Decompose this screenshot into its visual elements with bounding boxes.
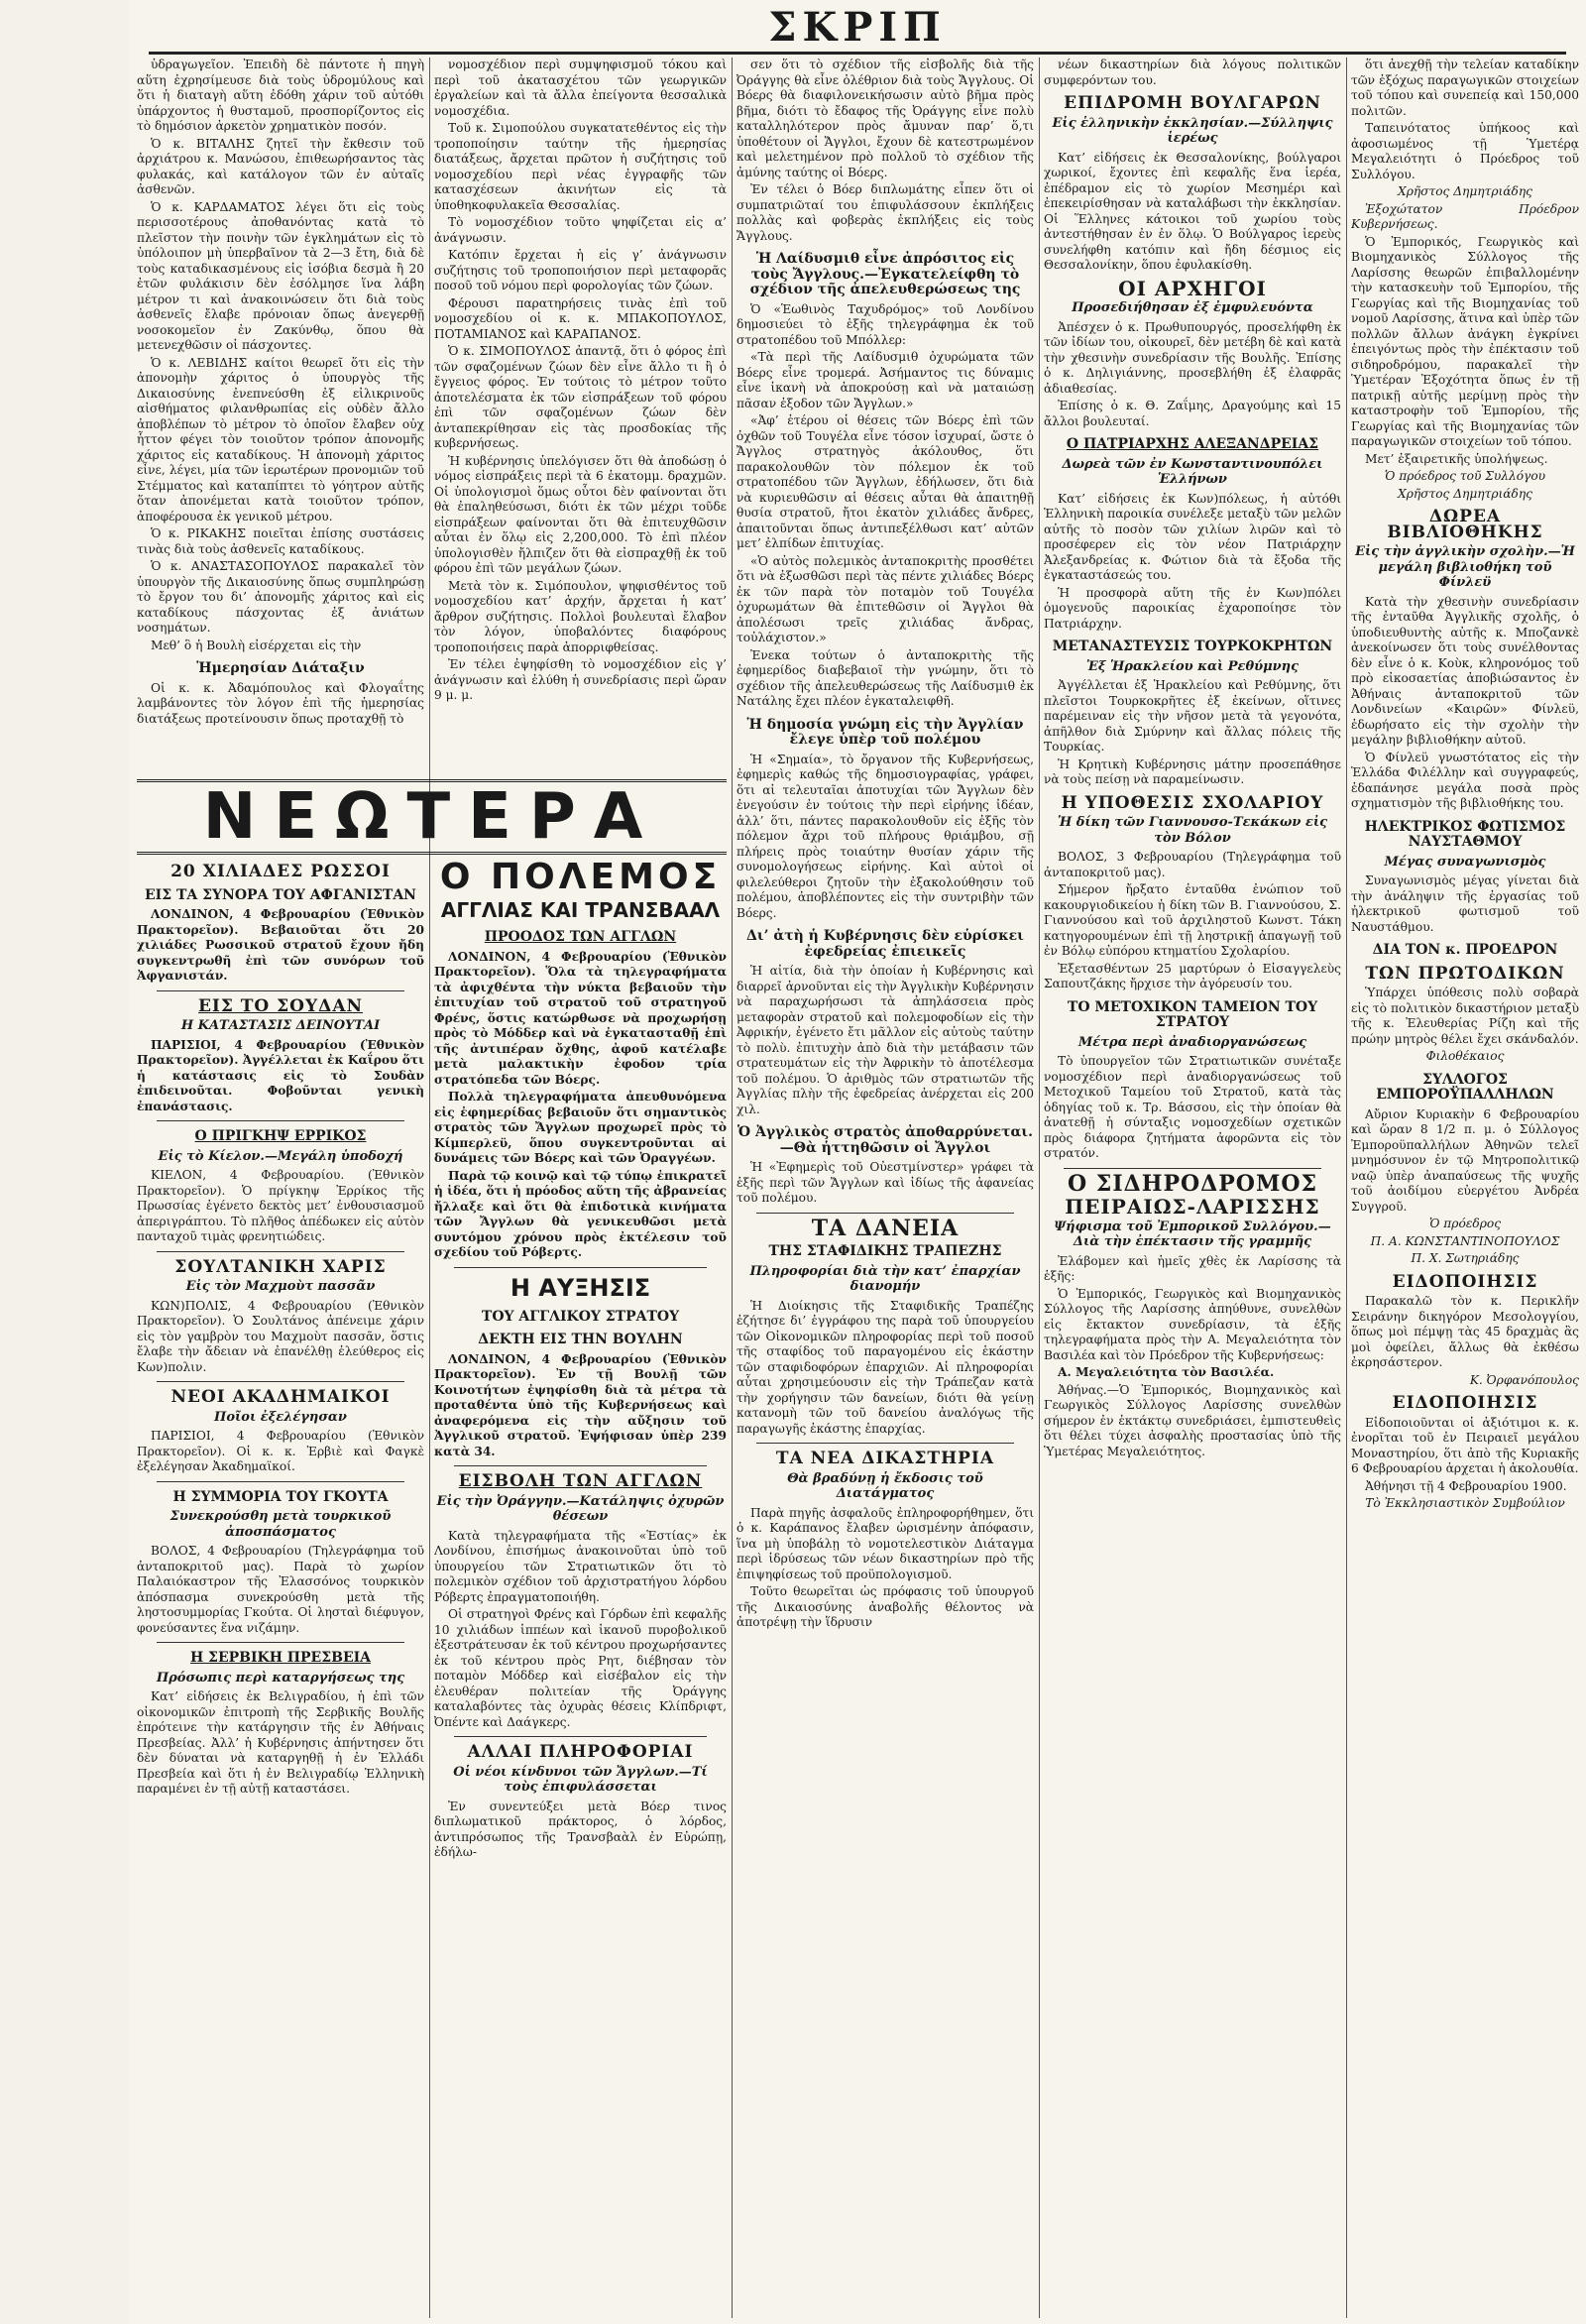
paragraph: Ἐξοχώτατον Πρόεδρον Κυβερνήσεως. (1351, 201, 1579, 231)
divider (454, 1736, 707, 1737)
paragraph: Ὁ κ. ΡΙΚΑΚΗΣ ποιεῖται ἐπίσης συστάσεις τινὰς διὰ τοὺς ἀσθενεῖς καταδίκους. (137, 526, 424, 556)
paragraph: Ἐλάβομεν καὶ ἡμεῖς χθὲς ἐκ Λαρίσσης τὰ ἑξῆς: (1044, 1253, 1341, 1283)
signature: Φιλοθέκαιος (1425, 1049, 1505, 1063)
neotera-right-column (434, 857, 727, 2304)
paragraph: Οἱ στρατηγοὶ Φρένς καὶ Γόρδων ἐπὶ κεφαλῆς 10 χιλιάδων ἱππέων καὶ ἱκανοῦ πυροβολικοῦ ἐξεστράτευσαν ἐκ τοῦ κέντρου προχωρήσαντες ἐκ τοῦ κέντρου πρὸς Ρητ, διέβησαν τὸν ποταμὸν Μόδδερ καὶ εἰσέβαλον εἰς τὴν ἐλευθέραν πολιτείαν τῆς Ὀράγγης καταλαβόντες τὰς ὀχυρὰς θέσεις Κλίπδριφτ, Ὀπέντε καὶ Δαάγκερς. (434, 1607, 727, 1729)
paragraph: ΠΑΡΙΣΙΟΙ, 4 Φεβρουαρίου (Ἐθνικὸν Πρακτορεῖον). Ἀγγέλλεται ἐκ Καΐρου ὅτι ἡ κατάστασις εἰς τὸ Σουδὰν ἐπιδεινοῦται. Φοβοῦνται γενικὴ ἐπανάστασις. (137, 1037, 424, 1113)
paragraph: Ἡ «Ἐφημερὶς τοῦ Οὐεστμίνστερ» γράφει τὰ ἑξῆς περὶ τῶν Ἄγγλων καὶ ἰδίως τῆς ἀφανείας τοῦ πολέμου. (736, 1160, 1034, 1205)
subheadline: Οἱ νέοι κίνδυνοι τῶν Ἄγγλων.—Τί τοὺς ἐπιφυλάσσεται (453, 1764, 708, 1795)
headline: Δι’ ἀτὴ ἡ Κυβέρνησις δὲν εὑρίσκει ἐφεδρείας ἐπιεικεῖς (746, 928, 1024, 960)
signature: Κ. Ὀρφανόπουλος (1469, 1372, 1579, 1387)
headline: ΕΠΙΔΡΟΜΗ ΒΟΥΛΓΑΡΩΝ (1064, 93, 1321, 113)
subheadline: Ψήφισμα τοῦ Ἐμπορικοῦ Συλλόγου.—Διὰ τὴν ἐπέκτασιν τῆς γραμμῆς (1054, 1219, 1331, 1249)
newspaper-page (129, 0, 1586, 2324)
column-separator (1346, 58, 1347, 2318)
paragraph: Ἡ προσφορὰ αὕτη τῆς ἐν Κων)πόλει ὁμογενοῦς παροικίας ἐχαροποίησε τὸν Πατριάρχην. (1044, 585, 1341, 631)
paragraph: ΒΟΛΟΣ, 4 Φεβρουαρίου (Τηλεγράφημα τοῦ ἀνταποκριτοῦ μας). Παρὰ τὸ χωρίον Παλαιόκαστρον τῆς Ἐλασσόνος τουρκικὸν ἀπόσπασμα συνεκρούσθη μετὰ τῆς ληστοσυμμορίας Γκούτα. Οἱ λησταὶ διέφυγον, φονεύσαντες ἕνα νιζάμην. (137, 1544, 424, 1635)
headline: ΠΕΙΡΑΙΩΣ-ΛΑΡΙΣΣΗΣ (1065, 1195, 1320, 1219)
paragraph: νομοσχέδιον περὶ συμψηφισμοῦ τόκου καὶ περὶ τοῦ ἀκατασχέτου τῶν γεωργικῶν ἐργαλείων καὶ τὰ ἄλλα ἐπείγοντα θεσσαλικὰ νομοσχέδια. (434, 58, 727, 118)
paragraph: Κατ’ εἰδήσεις ἐκ Θεσσαλονίκης, βούλγαροι χωρικοί, ἔχοντες ἐπὶ κεφαλῆς ἕνα ἱερέα, ἐπέδραμον εἰς τὸ χωρίον Μεσημέρι καὶ ἐπεκειρίσθησαν νὰ καταλάβωσι τὴν ἐκκλησίαν. Οἱ Ἕλληνες κάτοικοι τοῦ χωρίου τοὺς ἀντεστήθησαν ἐν ἐν ὅλῳ. Ὁ Βούλγαρος ἱερεὺς συνελήφθη κατόπιν καὶ ἤδη δέσμιος εἰς Θεσσαλονίκην, ὅπου ἐφυλακίσθη. (1044, 150, 1341, 272)
paragraph: Κατὰ τηλεγραφήματα τῆς «Ἑστίας» ἐκ Λονδίνου, ἐπισήμως ἀνακοινοῦται ὑπὸ τοῦ ὑπουργείου τῶν Στρατιωτικῶν ὅτι τὸ πολεμικὸν σχέδιον τοῦ ἀρχιστρατήγου λόρδου Ρόβερτς ἐπραγματοποιήθη. (434, 1528, 727, 1604)
paragraph: Κατ’ εἰδήσεις ἐκ Κων)πόλεως, ἡ αὐτόθι Ἑλληνικὴ παροικία συνέλεξε μεταξὺ τῶν μελῶν αὐτῆς τὸ ποσὸν τῶν χιλίων λιρῶν καὶ τὸ προσέφερεν εἰς τὸν νέον Πατριάρχην Ἀλεξανδρείας κ. Φώτιον διὰ τὰ ἔξοδα τῆς ἐγκαταστάσεώς του. (1044, 491, 1341, 582)
paragraph: Ἡ κυβέρνησις ὑπελόγισεν ὅτι θὰ ἀποδώσῃ ὁ νόμος εἰσπράξεις περὶ τὰ 6 ἑκατομμ. δραχμῶν. Οἱ ὑπολογισμοὶ ὅμως οὗτοι δὲν φαίνονται ὅτι θὰ ἐπαληθεύσωσι, διότι ἐκ τῶν μέχρι τοῦδε εἰσπράξεων φαίνονται ὅτι θὰ ἐπιτευχθῶσιν αὗται ἐν ὅλῳ εἰς 2,200,000. Τὸ ἐπὶ πλέον ὑπολογισθὲν ἤλπιζεν ὅτι θὰ εἰσπραχθῇ ἐκ τοῦ φόρου ἐπὶ τῶν μεγάλων ζώων. (434, 453, 727, 575)
headline: ΣΟΥΛΤΑΝΙΚΗ ΧΑΡΙΣ (174, 1256, 387, 1277)
subheadline: Μέγας συναγωνισμὸς (1384, 854, 1546, 870)
subheadline: Προσεδιήθησαν ἐξ ἐμφυλευόντα (1072, 300, 1313, 315)
paragraph: Ἡ Διοίκησις τῆς Σταφιδικῆς Τραπέζης ἐζήτησε δι’ ἐγγράφου της παρὰ τοῦ ὑπουργείου τῶν Οἰκονομικῶν πληροφορίας περὶ τοῦ ποσοῦ τῆς σταφίδος τοῦ παραγομένου εἰς ἑκάστην τῶν σταφιδοφόρων ἐπαρχιῶν. Αἱ πληροφορίαι αὗται χρησιμεύουσιν εἰς τὴν Τράπεζαν κατὰ τὴν χορήγησιν τῶν δανείων, διότι θὰ γείνῃ κατανομὴ τῶν τοῦ δανείου ἀναλόγως τῆς παραγωγῆς ἑκάστης ἐπαρχίας. (736, 1298, 1034, 1436)
paragraph: Ἐν τέλει ἐψηφίσθη τὸ νομοσχέδιον εἰς γ’ ἀνάγνωσιν καὶ ἐλύθη ἡ συνεδρίασις περὶ ὥραν 9 μ. μ. (434, 657, 727, 702)
subheadline: Εἰς τὴν Ὀράγγην.—Κατάληψις ὀχυρῶν θέσεων (436, 1493, 725, 1524)
column-separator (732, 58, 733, 2318)
headline: Ο ΠΡΙΓΚΗΨ ΕΡΡΙΚΟΣ (194, 1128, 367, 1144)
headline: Ὁ Ἀγγλικὸς στρατὸς ἀποθαρρύνεται.—Θὰ ἡττηθῶσιν οἱ Ἄγγλοι (737, 1124, 1033, 1156)
signature: Χρῆστος Δημητριάδης (1398, 184, 1532, 198)
divider (157, 990, 404, 991)
headline: ΕΙΔΟΠΟΙΗΣΙΣ (1392, 1393, 1538, 1413)
paragraph: Ἡ αἰτία, διὰ τὴν ὁποίαν ἡ Κυβέρνησις καὶ διαρρεῖ ἀρνοῦνται εἰς τὴν Ἀγγλικὴν Κυβέρνησιν νὰ παραχωρήσωσι τὰ ἀπηλάσσεια πρὸς μεταφορὰν στρατοῦ καὶ πολεμοφοδίων εἰς τὴν Ἀφρικήν, ἐγένετο ἔτι μᾶλλον εἰς αὐτοὺς ταύτην τὸ πολὺ. ἐπιτυχὴν ἀπὸ διὰ τὴν μετάβασιν τῶν στρατευμάτων εἰς τὴν Ἀφρικὴν τὸ ἀποτέλεσμα τοῦ πολέμου. Ὁ ἀριθμὸς τῶν στρατιωτῶν τῆς Ἀγγλίας πλὴν τῆς ἐφεδρείας ἀνέρχεται εἰς 200 χιλ. (736, 964, 1034, 1116)
paragraph: Ἡ «Σημαία», τὸ ὄργανον τῆς Κυβερνήσεως, ἐφημερὶς καθώς τῆς δημοσιογραφίας, γράφει, ὅτι αἱ τελευταῖαι ἀποτυχίαι τῶν Ἄγγλων δὲν ἐνεγούσιν ἐν τούτοις τὴν περὶ εἰρήνης ἰδέαν, ἀλλ’ ὅτι, πάντες παρακολουθοῦν εἰς ἐξῆς τὸν πόλεμον ἄχρι τοῦ πλήρους θριάμβου, σῇ πλήρεις πρὸς τοιαύτην θυσίαν χάριν τῆς συνομολογήσεως εἰρήνης. Καὶ αὐτοὶ οἱ φιλελεύθεροι ζητοῦν τὴν ἐξακολούθησιν τοῦ πολέμου, ἀποβλέποντες εἰς τὴν συντριβὴν τῶν Βόερς. (736, 752, 1034, 920)
headline: ΜΕΤΑΝΑΣΤΕΥΣΙΣ ΤΟΥΡΚΟΚΡΗΤΩΝ (1052, 639, 1333, 654)
paragraph: ΠΑΡΙΣΙΟΙ, 4 Φεβρουαρίου (Ἐθνικὸν Πρακτορεῖον). Οἱ κ. κ. Ἐρβιὲ καὶ Φαγκὲ ἐξελέγησαν Ἀκαδημαϊκοί. (137, 1429, 424, 1473)
headline: ΣΥΛΛΟΓΟΣ ΕΜΠΟΡΟΫΠΑΛΛΗΛΩΝ (1376, 1071, 1554, 1103)
paragraph: Α. Μεγαλειότητα τὸν Βασιλέα. (1058, 1365, 1275, 1379)
headline: ΤΑ ΔΑΝΕΙΑ (811, 1215, 960, 1241)
paragraph: Οἱ κ. κ. Ἀδαμόπουλος καὶ Φλογαΐτης λαμβάνοντες τὸν λόγον ἐπὶ τῆς ἡμερησίας διατάξεως προτείνουσιν ὅπως προταχθῇ τὸ (137, 680, 424, 726)
headline: Η ΑΥΞΗΣΙΣ (510, 1273, 651, 1302)
paragraph: ΛΟΝΔΙΝΟΝ, 4 Φεβρουαρίου (Ἐθνικὸν Πρακτορεῖον). Ἐν τῇ Βουλῇ τῶν Κοινοτήτων ἐψηφίσθη διὰ τὰ μέτρα τὰ προταθέντα ὑπὸ τῆς Κυβερνήσεως καὶ ἀναφερόμενα εἰς τὴν αὔξησιν τοῦ Ἀγγλικοῦ στρατοῦ. Ἐψήφισαν ὑπὲρ 239 κατὰ 34. (434, 1351, 727, 1458)
divider (157, 1481, 404, 1482)
headline: Ο ΣΙΔΗΡΟΔΡΟΜΟΣ (1067, 1170, 1318, 1197)
subheadline: Η ΚΑΤΑΣΤΑΣΙΣ ΔΕΙΝΟΥΤΑΙ (180, 1018, 381, 1033)
paragraph: Ἡ Κρητικὴ Κυβέρνησις μάτην προσεπάθησε νὰ τοὺς πείσῃ νὰ παραμείνωσιν. (1044, 756, 1341, 786)
war-headline: Ο ΠΟΛΕΜΟΣ (439, 857, 722, 897)
divider (157, 1381, 404, 1382)
headline: ΤΑ ΝΕΑ ΔΙΚΑΣΤΗΡΙΑ (775, 1449, 995, 1468)
paragraph: Φέρουσι παρατηρήσεις τινὰς ἐπὶ τοῦ νομοσχεδίου οἱ κ. κ. ΜΠΑΚΟΠΟΥΛΟΣ, ΠΟΤΑΜΙΑΝΟΣ καὶ ΚΑΡΑΠΑΝΟΣ. (434, 295, 727, 341)
divider (756, 1213, 1014, 1214)
column-4 (1044, 58, 1341, 2318)
column-separator (1039, 58, 1040, 2318)
neotera-section (137, 773, 727, 2310)
subheadline: Μέτρα περὶ ἀναδιοργανώσεως (1077, 1034, 1307, 1050)
paragraph: Ὁ κ. ΣΙΜΟΠΟΥΛΟΣ ἀπαντᾷ, ὅτι ὁ φόρος ἐπὶ τῶν σφαζομένων ζώων δὲν εἶνε ἄλλο τι ἢ ὁ ἔγγειος φόρος. Ἐν τούτοις τὸ μέτρον τοῦτο ἀποτελέσματα ἐκ τῶν εἰσπράξεων τοῦ φόρου ἐπὶ τῶν σφαζομένων ζώων δὲν ἀνταπεκρίθησαν εἰς τὰς προσδοκίας τῆς κυβερνήσεως. (434, 344, 727, 450)
headline: Η ΣΥΜΜΟΡΙΑ ΤΟΥ ΓΚΟΥΤΑ (172, 1488, 389, 1505)
subheadline: Εἰς τὸν Μαχμοὺτ πασσᾶν (185, 1279, 376, 1294)
paragraph: Μετὰ τὸν κ. Σιμόπουλον, ψηφισθέντος τοῦ νομοσχεδίου κατ’ ἀρχήν, ἄρχεται ἡ κατ’ ἄρθρον συζήτησις. Πολλοὶ βουλευταὶ ἔλαβον τὸν λόγον, ὑποβαλόντες διαφόρους τροποποιήσεις παρὰ ἀπορριφθείσας. (434, 578, 727, 654)
headline: Η ΣΕΡΒΙΚΗ ΠΡΕΣΒΕΙΑ (189, 1650, 372, 1666)
paragraph: Κατὰ τὴν χθεσινὴν συνεδρίασιν τῆς ἐνταῦθα Ἀγγλικῆς σχολῆς, ὁ ὑποδιευθυντὴς αὐτῆς κ. Μποζανκὲ ἀνεκοίνωσεν ὅτι τοὺς συνέλθοντας δὲν εἶνε ὁ κ. Κοὺκ, κληρονόμος τοῦ πρὸ εἰκοσαετίας ἀποβιώσαντος ἐν Ἀθήναις ἀνταποκριτοῦ τῶν Λονδινείων «Καιρῶν» Φίνλεϋ, ἐδωρήσατο εἰς τὴν σχολὴν τὴν μεγάλην βιβλιοθήκην αὐτοῦ. (1351, 594, 1579, 747)
signature: Τὸ Ἐκκλησιαστικὸν Συμβούλιον (1365, 1496, 1565, 1510)
paragraph: Ὁ Ἐμπορικός, Γεωργικὸς καὶ Βιομηχανικὸς Σύλλογος τῆς Λαρίσσης θεωρῶν ἐπιβαλλομένην τὴν κατασκευὴν τοῦ Ἐμπορίου, τῆς Γεωργίας καὶ τῆς Βιομηχανίας τοῦ νομοῦ Λαρίσσης, ἅτινα καὶ ὑπὲρ τῶν πολλῶν ἄλλων ἀνάγκη ἐγκρίνει ἐπειγόντως πρὸς τὴν ἐπέκτασιν τοῦ σιδηροδρόμου, παρακαλεῖ τὴν Ὑμετέραν Ἐξοχότητα ὅπως ἐν τῇ πατρικῇ αὐτῆς μερίμνῃ πρὸς τὴν καταστροφὴν τοῦ Ἐμπορίου, τῆς Γεωργίας καὶ τῆς Βιομηχανίας τῶν παραγωγικῶν στοιχείων τοῦ τόπου. (1351, 234, 1579, 448)
paragraph: «Ὁ αὐτὸς πολεμικὸς ἀνταποκριτὴς προσθέτει ὅτι νὰ ἐξωσθῶσι περὶ τὰς πέντε χιλιάδες Βόερς ἐκ τῶν παρὰ τὸν ποταμὸν τοῦ Τουγέλα ὀχυρωμάτων θὰ ἐπιτεθῶσιν οἱ Ἄγγλοι θὰ ἀπολέσωσι τρεῖς χιλιάδας ἄνδρας, τοὐλάχιστον.» (736, 553, 1034, 644)
paragraph: Ἀπέσχεν ὁ κ. Πρωθυπουργός, προσελήφθη ἐκ τῶν ἰδίων του, οἰκουρεῖ, δὲν μετέβη δὲ καὶ κατὰ τὴν χθεσινὴν συνεδρίασιν τῆς Βουλῆς. Ἐπίσης ὁ κ. Δηλιγιάννης, προσεβλήθη ἐξ ἐλαφρᾶς ἀδιαθεσίας. (1044, 319, 1341, 396)
paragraph: Μεθ’ ὃ ἡ Βουλὴ εἰσέρχεται εἰς τὴν (151, 638, 362, 652)
neotera-left-column (137, 857, 424, 2304)
headline: Η ΥΠΟΘΕΣΙΣ ΣΧΟΛΑΡΙΟΥ (1061, 792, 1324, 813)
paragraph: Ἐξετασθέντων 25 μαρτύρων ὁ Εἰσαγγελεὺς Σαπουτζάκης ἤρχισε τὴν ἀγόρευσίν του. (1044, 961, 1341, 990)
subheadline: Θὰ βραδύνῃ ἡ ἔκδοσις τοῦ Διατάγματος (787, 1470, 983, 1501)
paragraph: Παρὰ τῷ κοινῷ καὶ τῷ τύπῳ ἐπικρατεῖ ἡ ἰδέα, ὅτι ἡ πρόοδος αὕτη τῆς ἀβρανείας ἤλλαξε καὶ ὅτι θὰ ἐπιδοτικὰ κινήματα τῶν Ἄγγλων θὰ γενικευθῶσι μετὰ συντόμου χρόνου πρὸς ἐκτέλεσιν τοῦ σχεδίου τοῦ Ρόβερτς. (434, 1168, 727, 1259)
paragraph: Ἀγγέλλεται ἐξ Ἡρακλείου καὶ Ρεθύμνης, ὅτι πλεῖστοι Τουρκοκρῆτες ἐξ ἐκείνων, οἵτινες παρέμειναν εἰς τὴν νῆσον μετὰ τὰ γεγονότα, ἀπῆλθον διὰ Σμύρνην καὶ ἄλλας πόλεις τῆς Τουρκίας. (1044, 678, 1341, 754)
headline: Ἡ δημοσία γνώμη εἰς τὴν Ἀγγλίαν ἔλεγε ὑπὲρ τοῦ πολέμου (746, 716, 1024, 748)
paragraph: Ἐν συνεντεύξει μετὰ Βόερ τινος διπλωματικοῦ πράκτορος, ὁ λόρδος, ἀντιπρόσωπος τῆς Τρανσβαὰλ ἐν Εὐρώπῃ, ἐδήλω- (434, 1799, 727, 1859)
paragraph: Ἐν τέλει ὁ Βόερ διπλωμάτης εἶπεν ὅτι οἱ συμπατριῶταί του ἐπιφυλάσσουν ἐκπλήξεις πολλὰς καὶ φοβερὰς ἐκπλήξεις εἰς τοὺς Ἄγγλους. (736, 182, 1034, 243)
divider (1064, 1168, 1321, 1169)
subheadline: ΔΕΚΤΗ ΕΙΣ ΤΗΝ ΒΟΥΛΗΝ (478, 1332, 683, 1347)
subheadline: Εἰς ἑλληνικὴν ἐκκλησίαν.—Σύλληψις ἱερέως (1052, 115, 1333, 146)
divider (454, 1465, 707, 1466)
headline: ΕΙΣ ΤΟ ΣΟΥΔΑΝ (197, 995, 364, 1016)
section-heading: Ἡμερησίαν Διάταξιν (196, 660, 365, 676)
paragraph: Ὑπάρχει ὑπόθεσις πολὺ σοβαρὰ εἰς τὸ πολιτικὸν δικαστήριον μεταξὺ τῆς κ. Ἐλευθερίας Ρίζη καὶ τῆς πρώην μητρὸς θέλει ἔχει σκάνδαλόν. (1351, 986, 1579, 1046)
divider (157, 1251, 404, 1252)
divider (756, 1443, 1014, 1444)
paragraph: ΒΟΛΟΣ, 3 Φεβρουαρίου (Τηλεγράφημα τοῦ ἀνταποκριτοῦ μας). (1044, 850, 1341, 879)
paragraph: ΛΟΝΔΙΝΟΝ, 4 Φεβρουαρίου (Ἐθνικὸν Πρακτορεῖον). Ὅλα τὰ τηλεγραφήματα τὰ ἀφιχθέντα τὴν νύκτα βεβαιοῦν τὴν ἐπιτυχίαν τοῦ στρατοῦ τοῦ στρατηγοῦ Φρένς, ὅστις κατώρθωσε νὰ προχωρήσῃ πρὸς τὸ Μόδδερ καὶ νὰ ἐγκατασταθῇ ἐπὶ τῆς ἀντιπέραν ὄχθης, ἀφοῦ κατέλαβε μετὰ μαλακτικὴν ἐφοδον τρία στρατόπεδα τῶν Βόερς. (434, 949, 727, 1087)
subheadline: Πληροφορίαι διὰ τὴν κατ’ ἐπαρχίαν διανομήν (749, 1263, 1021, 1294)
paragraph: ΚΩΝ)ΠΟΛΙΣ, 4 Φεβρουαρίου (Ἐθνικὸν Πρακτορεῖον). Ὁ Σουλτάνος ἀπένειμε χάριν εἰς τὸν γαμβρὸν του Μαχμοὺτ πασσᾶν, ὅστις ἔλαβε τὴν ἄδειαν νὰ ἐπανέλθῃ ἐλεύθερος εἰς Κων)πολιν. (137, 1298, 424, 1374)
neotera-title: ΝΕΩΤΕΡΑ (137, 779, 727, 855)
paragraph: Ὁ κ. ΚΑΡΔΑΜΑΤΟΣ λέγει ὅτι εἰς τοὺς περισσοτέρους ἀποθανόντας κατὰ τὸ πλεῖστον τὴν ποινὴν τῶν ἐγκλημάτων εἰς τὸ ὑπόλοιπον μὴ ὑπερβαῖνον τὰ 2—3 ἔτη, διὰ δὲ τοὺς καταδικασμένους εἰς ἰσόβια δεσμὰ ἢ 20 ἐτῶν φυλάκισιν δὲν ἐσόλμησε ἵνα λάβη μέτρον τι καὶ ἀνακοινώσειν ὅτι διὰ τοὺς ἀσθενεῖς ἔλαβε πρόνοιαν ὅπως ἀνεγερθῇ νοσοκομεῖον ἐν Ζακύνθῳ, ὅπου θὰ μετενεχθῶσιν οἱ πάσχοντες. (137, 199, 424, 352)
paragraph: Τὸ νομοσχέδιον τοῦτο ψηφίζεται εἰς α’ ἀνάγνωσιν. (434, 215, 727, 245)
paragraph: Κατόπιν ἔρχεται ἡ εἰς γ’ ἀνάγνωσιν συζήτησις τοῦ τροποποιήσιον περὶ μεταφορᾶς ποσοῦ τοῦ νόμου περὶ φορολογίας τῶν ζώων. (434, 248, 727, 292)
subheadline: Πρόσωπις περὶ καταργήσεως της (156, 1670, 405, 1685)
newspaper-title: ΣΚΡΙΠ (768, 4, 947, 51)
paragraph: Τὸ ὑπουργεῖον τῶν Στρατιωτικῶν συνέταξε νομοσχέδιον περὶ ἀναδιοργανώσεως τοῦ Μετοχικοῦ Ταμείου τοῦ Στρατοῦ, κατὰ τὰς ὁδηγίας τοῦ κ. Τρ. Βάσσου, εἰς τὴν ὁποίαν θὰ ἀνατεθῇ ἡ σύνταξις νομοσχεδίων σχετικῶν πρὸς διάφορα ζητήματα ἀφορῶντα εἰς τὸν στρατόν. (1044, 1054, 1341, 1160)
column-2 (434, 58, 727, 761)
paragraph: ὑδραγωγεῖον. Ἐπειδὴ δὲ πάντοτε ἡ πηγὴ αὕτη ἐχρησίμευσε διὰ τοὺς ὑδρομύλους καὶ ὅτι ἡ διαταγὴ αὕτη ἐδόθη χάριν τοῦ αὐτόθι ὑπάρχοντος ἡ θυσταμοῦ, προσπορίζοντος εἰς τὸ δημόσιον ἀρκετὸν χρηματικὸν ποσόν. (137, 58, 424, 133)
headline: 20 ΧΙΛΙΑΔΕΣ ΡΩΣΣΟΙ (170, 862, 391, 881)
paragraph: Ὁ Ἐμπορικός, Γεωργικὸς καὶ Βιομηχανικὸς Σύλλογος τῆς Λαρίσσης ἀπηύθυνε, συνελθὼν εἰς ἔκτακτον συνεδρίασιν, τὰ ἑξῆς τηλεγραφήματα πρὸς τὴν Α. Μεγαλειότητα τὸν Βασιλέα καὶ τὸν Πρόεδρον τῆς Κυβερνήσεως: (1044, 1286, 1341, 1362)
paragraph: Ὁ κ. ΒΙΤΑΛΗΣ ζητεῖ τὴν ἔκθεσιν τοῦ ἀρχιάτρου κ. Μανώσου, ἐπιθεωρήσαντος τὰς φυλακάς, καὶ κατάλογον τῶν ἐν αὐταῖς ἀσθενῶν. (137, 136, 424, 196)
signature: Ὁ πρόεδρος (1428, 1217, 1502, 1230)
paragraph: Συναγωνισμὸς μέγας γίνεται διὰ τὴν ἀνάληψιν τῆς ἐργασίας τοῦ ἠλεκτρικοῦ φωτισμοῦ τοῦ Ναυστάθμου. (1351, 873, 1579, 934)
paragraph: Κατ’ εἰδήσεις ἐκ Βελιγραδίου, ἡ ἐπὶ τῶν οἰκονομικῶν ἐπιτροπὴ τῆς Σερβικῆς Βουλῆς ἐπρότεινε τὴν κατάργησιν τῆς ἐν Ἀθήναις Πρεσβείας. Ἀλλ’ ἡ Κυβέρνησις ἀπήντησεν ὅτι δὲν δύναται νὰ καταργηθῇ ἡ ἐν Ἑλλάδι Πρεσβεία καὶ ὅτι ἡ ἐν Βελιγραδίῳ Ἑλληνικὴ παραμένει ἐν τῇ αὐτῇ καταστάσει. (137, 1689, 424, 1796)
subheadline: ΤΗΣ ΣΤΑΦΙΔΙΚΗΣ ΤΡΑΠΕΖΗΣ (768, 1243, 1002, 1259)
paragraph: Αὔριον Κυριακὴν 6 Φεβρουαρίου καὶ ὥραν 8 1/2 π. μ. ὁ Σύλλογος Ἐμποροϋπαλλήλων Ἀθηνῶν τελεῖ μνημόσυνον ἐν τῷ Μητροπολιτικῷ ναῷ ὑπὲρ ἀναπαύσεως τῆς ψυχῆς τοῦ ἀοιδίμου εὐεργέτου Ἀνδρέα Συγγροῦ. (1351, 1106, 1579, 1214)
headline: ΕΙΔΟΠΟΙΗΣΙΣ (1392, 1271, 1538, 1292)
subheadline: ΤΟΥ ΑΓΓΛΙΚΟΥ ΣΤΡΑΤΟΥ (481, 1308, 680, 1325)
signature: Π. Χ. Σωτηριάδης (1411, 1251, 1520, 1265)
paragraph: Ὁ Φίνλεϋ γνωστότατος εἰς τὴν Ἑλλάδα Φιλέλλην καὶ συγγραφεύς, ἐδαπάνησε μεγάλα ποσὰ πρὸς σχηματισμὸν τῆς βιβλιοθήκης του. (1351, 750, 1579, 810)
paragraph: ὅτι ἀνεχθῇ τὴν τελείαν καταδίκην τῶν ἐξόχως παραγωγικῶν στοιχείων τοῦ τόπου καὶ συνεπείᾳ καὶ 150,000 πολιτῶν. (1351, 58, 1579, 118)
signature: Χρῆστος Δημητριάδης (1398, 486, 1532, 501)
paragraph: Μετ’ ἐξαιρετικῆς ὑπολήψεως. (1365, 451, 1548, 466)
paragraph: Τοῦτο θεωρεῖται ὡς πρόφασις τοῦ ὑπουργοῦ τῆς Δικαιοσύνης ἀναβολῆς θέλοντος νὰ ἀποτρέψῃ τὴν ἵδρυσιν (736, 1584, 1034, 1629)
headline: ΤΩΝ ΠΡΩΤΟΔΙΚΩΝ (1365, 963, 1565, 984)
paragraph: σεν ὅτι τὸ σχέδιον τῆς εἰσβολῆς διὰ τῆς Ὀράγγης θὰ εἶνε ὀλέθριον διὰ τοὺς Ἄγγλους. Οἱ Βόερς θὰ διαφιλονεικήσωσιν αὐτὸ βῆμα πρὸς βῆμα, διότι τὸ ἔδαφος τῆς Ὀράγγης εἶνε πολὺ καταλληλότερον πρὸς ἄμυναν παρ’ ὅ,τι ὑποθέτουν οἱ Ἄγγλοι, ἔχουν δὲ κατεστρωμένον καὶ μελετημένον πρὸ πολλοῦ τὸ σχέδιον τῆς ἀμύνης ταύτης οἱ Βόερς. (736, 58, 1034, 179)
paragraph: Εἰδοποιοῦνται οἱ ἀξιότιμοι κ. κ. ἐνορῖται τοῦ ἐν Πειραιεῖ μεγάλου Μοναστηρίου, ὅτι ἀπὸ τῆς Κυριακῆς 6 Φεβρουαρίου ἀρχεται ἡ ἀκολουθία. (1351, 1415, 1579, 1475)
paragraph: Τοῦ κ. Σιμοπούλου συγκατατεθέντος εἰς τὴν τροποποίησιν ταύτην τῆς ἡμερησίας διατάξεως, ἄρχεται πρῶτον ἡ συζήτησις τοῦ νομοσχεδίου περὶ νέας ἐγγραφῆς τῶν κατασχέσεων ἀκινήτων εἰς τὰ ὑποθηκοφυλακεῖα Θεσσαλίας. (434, 121, 727, 212)
headline: Ο ΠΑΤΡΙΑΡΧΗΣ ΑΛΕΞΑΝΔΡΕΙΑΣ (1066, 436, 1319, 452)
paragraph: Παρακαλῶ τὸν κ. Περικλῆν Σειράνην δικηγόρον Μεσολογγίου, ὅπως μοὶ πέμψῃ τὰς 45 δραχμὰς ἃς μοὶ ὀφείλει, ἄλλως θὰ ἐκθέσω ἐκρησάστερον. (1351, 1294, 1579, 1369)
divider (157, 1642, 404, 1643)
paragraph: νέων δικαστηρίων διὰ λόγους πολιτικῶν συμφερόντων του. (1044, 58, 1341, 87)
masthead (129, 4, 1586, 51)
paragraph: Παρὰ πηγῆς ἀσφαλοῦς ἐπληροφορήθημεν, ὅτι ὁ κ. Καράπανος ἔλαβεν ὡρισμένην ἀπόφασιν, ἵνα μὴ ὑποβάλῃ τὸ νομοτελεστικὸν Διάταγμα περὶ ἱδρύσεως τῶν νέων δικαστηρίων πρὸ τῆς ἐπιψηφίσεως τοῦ προϋπολογισμοῦ. (736, 1505, 1034, 1581)
headline: ΔΙΑ ΤΟΝ κ. ΠΡΟΕΔΡΟΝ (1372, 942, 1558, 958)
column-3 (736, 58, 1034, 2318)
column-5 (1351, 58, 1579, 2318)
subheadline: Ἐξ Ἡρακλείου καὶ Ρεθύμνης (1085, 658, 1300, 674)
paragraph: ΚΙΕΛΟΝ, 4 Φεβρουαρίου. (Ἐθνικὸν Πρακτορεῖον). Ὁ πρίγκηψ Ἐρρίκος τῆς Πρωσσίας ἐγένετο δεκτὸς μετ’ ἐνθουσιασμοῦ ἀπεριγράπτου. Τὸ πλῆθος ἀπέδωκεν εἰς αὐτὸν πανταχοῦ τιμὰς φρενητιώδεις. (137, 1168, 424, 1243)
headline: Ἡ Λαίδυσμιθ εἶνε ἀπρόσιτος εἰς τοὺς Ἄγγλους.—Ἐγκατελείφθη τὸ σχέδιον τῆς ἀπελευθερώσεως της (749, 251, 1021, 297)
paragraph: Πολλὰ τηλεγραφήματα ἀπευθυνόμενα εἰς ἐφημερίδας βεβαιοῦν ὅτι σημαντικὸς στρατὸς τῶν Ἄγγλων προχωρεῖ πρὸς τὸ Κίμπερλεϋ, ὅπου συγκεντροῦνται αἱ δυνάμεις τῶν Βόερς καὶ τῶν Ὀραγγέων. (434, 1090, 727, 1165)
paragraph: ΛΟΝΔΙΝΟΝ, 4 Φεβρουαρίου (Ἐθνικὸν Πρακτορεῖον). Βεβαιοῦται ὅτι 20 χιλιάδες Ρωσσικοῦ στρατοῦ ἔχουν ἤδη συγκεντρωθῆ ἐπὶ τῶν συνόρων τοῦ Ἀφγανιστάν. (137, 907, 424, 983)
paragraph: Σήμερον ἤρξατο ἐνταῦθα ἐνώπιον τοῦ κακουργιοδικείου ἡ δίκη τῶν Β. Γιαννούσου, Σ. Γιαννούσου καὶ τοῦ ἀρχιληστοῦ Κωνστ. Τάκη κατηγορουμένων ἐπὶ τῇ ληστρικῇ ἀπαγωγῇ τοῦ ἐν Βόλῳ εὐπόρου κτηματίου Σχολαρίου. (1044, 882, 1341, 958)
paragraph: Ἀθήνας.—Ὁ Ἐμπορικός, Βιομηχανικὸς καὶ Γεωργικὸς Σύλλογος Λαρίσσης συνελθὼν σήμερον ἐν ἐκτάκτῳ συνεδριάσει, ἐμπιστευθεὶς ὅτι θέλει τύχει ἀσφαλὴς προστασίας ὑπὸ τῆς Ὑμετέρας Μεγαλειότητος. (1044, 1382, 1341, 1458)
signature: Π. Α. ΚΩΝΣΤΑΝΤΙΝΟΠΟΥΛΟΣ (1370, 1233, 1560, 1248)
paragraph: Ὁ «Ἑωθινὸς Ταχυδρόμος» τοῦ Λονδίνου δημοσιεύει τὸ ἑξῆς τηλεγράφημα ἐκ τοῦ στρατοπέδου τοῦ Μπόλλερ: (736, 301, 1034, 347)
paragraph: «Τὰ περὶ τῆς Λαίδυσμιθ ὀχυρώματα τῶν Βόερς εἶνε τρομερά. Ἀσήμαντος τις δύναμις εἶνε ἱκανὴ νὰ ἀποκρούσῃ καὶ νὰ ματαιώσῃ πᾶσαν ἐξοδον τῶν Ἄγγλων.» (736, 350, 1034, 410)
headline: ΝΕΟΙ ΑΚΑΔΗΜΑΙΚΟΙ (170, 1387, 391, 1407)
headline: ΤΟ ΜΕΤΟΧΙΚΟΝ ΤΑΜΕΙΟΝ ΤΟΥ ΣΤΡΑΤΟΥ (1067, 998, 1318, 1030)
paragraph: Ταπεινότατος ὑπήκοος καὶ ἀφοσιωμένος τῇ Ὑμετέρᾳ Μεγαλειότητι ὁ Πρόεδρος τοῦ Συλλόγου. (1351, 121, 1579, 181)
paragraph: Ἐπίσης ὁ κ. Θ. Ζαΐμης, Δραγούμης καὶ 15 ἄλλοι βουλευταί. (1044, 399, 1341, 428)
paragraph: «Ἀφ’ ἑτέρου οἱ θέσεις τῶν Βόερς ἐπὶ τῶν ὀχθῶν τοῦ Τουγέλα εἶνε τόσον ἰσχυραί, ὥστε ὁ Ἄγγλος στρατηγὸς ἀκόλουθος, ὅτι παρακολουθῶν τὸν πόλεμον ἐκ τοῦ στρατοπέδου τῶν Ἄγγλων, ἐδήλωσεν, ὅτι διὰ νὰ κυριευθῶσιν αἱ θέσεις αὗται θὰ ἀπαιτηθῇ θυσία στρατοῦ, ἤτοι ἐκατὸν χιλιάδες ἄνδρες, ἀπαιτοῦνται ὅπως ἀντιπεξέλθωσι κατ’ αὐτῶν μετ’ ἐλπίδων ἐπιτυχίας. (736, 413, 1034, 550)
signature: Ὁ πρόεδρος τοῦ Συλλόγου (1384, 469, 1546, 483)
subheadline: ΕΙΣ ΤΑ ΣΥΝΟΡΑ ΤΟΥ ΑΦΓΑΝΙΣΤΑΝ (145, 886, 416, 903)
headline: ΕΙΣΒΟΛΗ ΤΩΝ ΑΓΓΛΩΝ (458, 1471, 703, 1491)
top-rule (149, 52, 1566, 55)
subheadline: Εἰς τὴν ἀγγλικὴν σχολὴν.—Ἡ μεγάλη βιβλιοθήκη τοῦ Φίνλεϋ (1355, 544, 1575, 590)
war-subheadline: ΑΓΓΛΙΑΣ ΚΑΙ ΤΡΑΝΣΒΑΑΛ (440, 898, 721, 922)
column-1 (137, 58, 424, 761)
subheadline: Ποῖοι ἐξελέγησαν (214, 1409, 347, 1425)
divider (454, 1267, 707, 1268)
headline: ΠΡΟΟΔΟΣ ΤΩΝ ΑΓΓΛΩΝ (484, 929, 677, 945)
divider (157, 1120, 404, 1121)
paragraph: Ὁ κ. ΑΝΑΣΤΑΣΟΠΟΥΛΟΣ παρακαλεῖ τὸν ὑπουργὸν τῆς Δικαιοσύνης ὅπως συμπληρώσῃ τὸ ἔργον του δι’ ἀπονομῆς χάριτος καὶ εἰς καταδίκους πάσχοντας ἐξ ἀνιάτων νοσημάτων. (137, 559, 424, 635)
headline: ΑΛΛΑΙ ΠΛΗΡΟΦΟΡΙΑΙ (467, 1742, 694, 1762)
headline: ΗΛΕΚΤΡΙΚΟΣ ΦΩΤΙΣΜΟΣ ΝΑΥΣΤΑΘΜΟΥ (1364, 818, 1566, 850)
subheadline: Συνεκρούσθη μετὰ τουρκικοῦ ἀποσπάσματος (170, 1509, 392, 1540)
subheadline: Εἰς τὸ Κίελον.—Μεγάλη ὑποδοχή (158, 1148, 403, 1164)
paragraph: Ὁ κ. ΛΕΒΙΔΗΣ καίτοι θεωρεῖ ὅτι εἰς τὴν ἀπονομὴν χάριτος ὁ ὑπουργὸς τῆς Δικαιοσύνης ἐνεπνεύσθη ἐξ εἰλικρινοῦς αἰσθήματος φιλανθρωπίας εἰς οὐδὲν ἄλλο ἀποβλέπων τὸ μέτρον τὸ ὁποῖον ἔλαβεν οὐχ ἧττον φέγει τὸν τοιοῦτον τρόπον ἀπονομῆς χάριτος εἰς καταδίκους. Ἡ ἀπονομὴ χάριτος εἶνε, λέγει, μία τῶν ἱερωτέρων προνομιῶν τοῦ Στέμματος καὶ καταπίπτει τὸ γόητρον αὐτῆς ὅταν ἀπονέμεται κατὰ τοιοῦτον τρόπον, ἀποφέρουσα ἐκ γενικοῦ μέτρου. (137, 355, 424, 523)
paragraph: Ἐνεκα τούτων ὁ ἀνταποκριτὴς τῆς ἐφημερίδος διαβεβαιοῖ τὴν γνώμην, ὅτι τὸ σχέδιον τῆς ἀπελευθερώσεως τῆς Λαίδυσμιθ ἐκ Νατάλης ἔχει πλέον ἐγκαταλειφθῆ. (736, 647, 1034, 708)
headline: ΟΙ ΑΡΧΗΓΟΙ (1118, 276, 1267, 300)
headline: ΔΩΡΕΑ ΒΙΒΛΙΟΘΗΚΗΣ (1387, 507, 1543, 542)
subheadline: Ἡ δίκη τῶν Γιαννουσο-Τεκάκων εἰς τὸν Βόλον (1057, 815, 1328, 846)
paragraph: Ἀθήνησι τῇ 4 Φεβρουαρίου 1900. (1365, 1478, 1567, 1493)
subheadline: Δωρεὰ τῶν ἐν Κωνσταντινουπόλει Ἑλλήνων (1062, 456, 1323, 487)
